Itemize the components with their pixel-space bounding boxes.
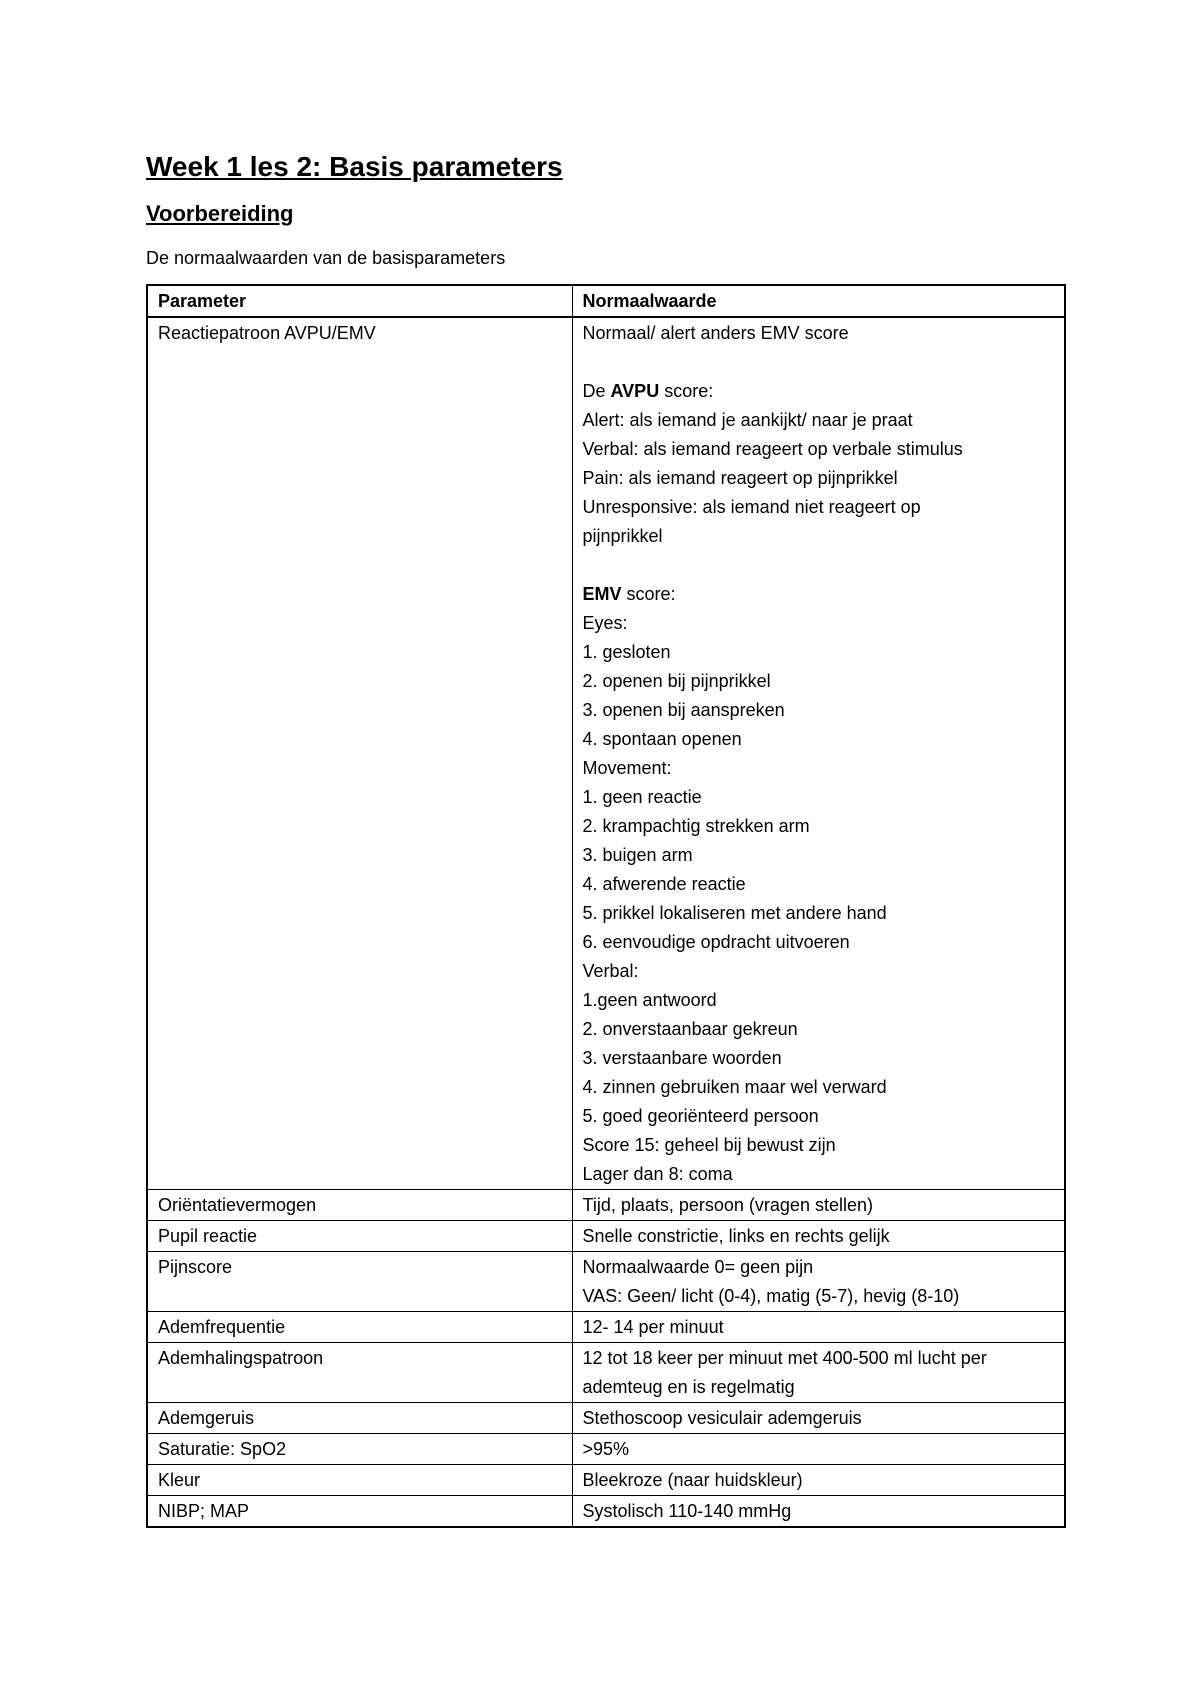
movement-item: 4. afwerende reactie — [582, 874, 746, 894]
table-row — [147, 1496, 1065, 1528]
spacer — [583, 551, 1055, 580]
avpu-letter: A — [582, 410, 595, 430]
avpu-text: nresponsive: als iemand niet reageert op — [595, 497, 921, 517]
header-parameter: Parameter — [147, 285, 572, 317]
value-cell — [572, 1434, 1065, 1465]
parameter-cell: Reactiepatroon AVPU/EMV — [147, 317, 572, 1190]
parameter-cell: NIBP; MAP — [147, 1496, 572, 1528]
movement-item: 3. buigen arm — [582, 845, 693, 865]
table-row — [147, 1343, 1065, 1403]
value-line: Bleekroze (naar huidskleur) — [582, 1470, 803, 1490]
table-header-row — [147, 285, 1065, 317]
emv-heading-post: score: — [621, 584, 676, 604]
eyes-item: 3. openen bij aanspreken — [582, 700, 785, 720]
parameter-cell: Pupil reactie — [147, 1221, 572, 1252]
value-cell — [572, 1403, 1065, 1434]
verbal-item: 5. goed georiënteerd persoon — [582, 1106, 819, 1126]
table-row — [147, 1190, 1065, 1221]
table-row — [147, 1312, 1065, 1343]
value-line: >95% — [582, 1439, 630, 1459]
document-page — [146, 145, 1064, 1528]
parameters-table — [146, 284, 1066, 1528]
avpu-heading-bold: AVPU — [610, 381, 660, 401]
value-cell — [572, 1252, 1065, 1312]
movement-letter: M — [582, 758, 598, 778]
value-cell — [572, 1465, 1065, 1496]
movement-heading — [583, 754, 1055, 783]
score-note: Score 15: geheel bij bewust zijn — [582, 1135, 836, 1155]
avpu-heading-pre: De — [582, 381, 611, 401]
value-line: 12- 14 per minuut — [582, 1317, 724, 1337]
value-line: Systolisch 110-140 mmHg — [582, 1501, 792, 1521]
normal-value-text: Normaal/ alert anders EMV score — [582, 323, 849, 343]
table-row — [147, 1465, 1065, 1496]
movement-item: 2. krampachtig strekken arm — [582, 816, 810, 836]
score-note: Lager dan 8: coma — [582, 1164, 733, 1184]
eyes-heading — [583, 609, 1055, 638]
avpu-text: ain: als iemand reageert op pijnprikkel — [594, 468, 898, 488]
table-row — [147, 317, 1065, 1190]
emv-heading — [583, 580, 1055, 609]
avpu-text: erbal: als iemand reageert op verbale stimulus — [593, 439, 963, 459]
avpu-item — [583, 406, 1055, 435]
verbal-heading — [583, 957, 1055, 986]
eyes-item: 1. gesloten — [582, 642, 671, 662]
page-title: Week 1 les 2: Basis parameters — [146, 151, 563, 182]
verbal-item: 1.geen antwoord — [582, 990, 717, 1010]
avpu-item — [583, 464, 1055, 493]
movement-item: 1. geen reactie — [582, 787, 702, 807]
value-line: VAS: Geen/ licht (0-4), matig (5-7), hevig (8-10) — [582, 1286, 960, 1306]
avpu-heading-post: score: — [659, 381, 714, 401]
spacer — [583, 348, 1055, 377]
value-cell — [572, 1312, 1065, 1343]
parameter-cell: Ademfrequentie — [147, 1312, 572, 1343]
verbal-item: 2. onverstaanbaar gekreun — [582, 1019, 798, 1039]
avpu-item — [583, 493, 1055, 522]
section-heading: Voorbereiding — [146, 201, 294, 226]
eyes-letter: E — [582, 613, 595, 633]
table-row — [147, 1403, 1065, 1434]
value-cell — [572, 1190, 1065, 1221]
parameter-cell: Ademgeruis — [147, 1403, 572, 1434]
parameter-cell: Oriëntatievermogen — [147, 1190, 572, 1221]
verbal-letter: V — [582, 961, 594, 981]
parameter-cell: Kleur — [147, 1465, 572, 1496]
avpu-letter: P — [582, 468, 595, 488]
value-cell — [572, 1221, 1065, 1252]
movement-item: 5. prikkel lokaliseren met andere hand — [582, 903, 887, 923]
value-line: ademteug en is regelmatig — [582, 1377, 795, 1397]
value-cell — [572, 1343, 1065, 1403]
verbal-item: 4. zinnen gebruiken maar wel verward — [582, 1077, 887, 1097]
movement-item: 6. eenvoudige opdracht uitvoeren — [582, 932, 850, 952]
avpu-letter: U — [582, 497, 596, 517]
value-line: Snelle constrictie, links en rechts gelijk — [582, 1226, 890, 1246]
eyes-item: 2. openen bij pijnprikkel — [582, 671, 771, 691]
table-row — [147, 1221, 1065, 1252]
avpu-text: lert: als iemand je aankijkt/ naar je praat — [594, 410, 913, 430]
movement-text: ovement: — [597, 758, 672, 778]
parameter-cell: Pijnscore — [147, 1252, 572, 1312]
avpu-item — [583, 435, 1055, 464]
eyes-item: 4. spontaan openen — [582, 729, 742, 749]
intro-text: De normaalwaarden van de basisparameters — [146, 248, 506, 268]
value-cell — [572, 317, 1065, 1190]
value-line: 12 tot 18 keer per minuut met 400-500 ml lucht per — [582, 1348, 987, 1368]
verbal-item: 3. verstaanbare woorden — [582, 1048, 782, 1068]
value-cell — [572, 1496, 1065, 1528]
avpu-heading — [583, 377, 1055, 406]
emv-heading-bold: EMV — [582, 584, 622, 604]
table-row — [147, 1252, 1065, 1312]
avpu-letter: V — [582, 439, 594, 459]
eyes-text: yes: — [594, 613, 628, 633]
parameter-cell: Ademhalingspatroon — [147, 1343, 572, 1403]
value-line: Tijd, plaats, persoon (vragen stellen) — [582, 1195, 873, 1215]
header-normaalwaarde: Normaalwaarde — [572, 285, 1065, 317]
verbal-text: erbal: — [593, 961, 639, 981]
table-row — [147, 1434, 1065, 1465]
avpu-continuation: pijnprikkel — [582, 526, 663, 546]
value-line: Normaalwaarde 0= geen pijn — [582, 1257, 814, 1277]
parameter-cell: Saturatie: SpO2 — [147, 1434, 572, 1465]
value-line: Stethoscoop vesiculair ademgeruis — [582, 1408, 862, 1428]
